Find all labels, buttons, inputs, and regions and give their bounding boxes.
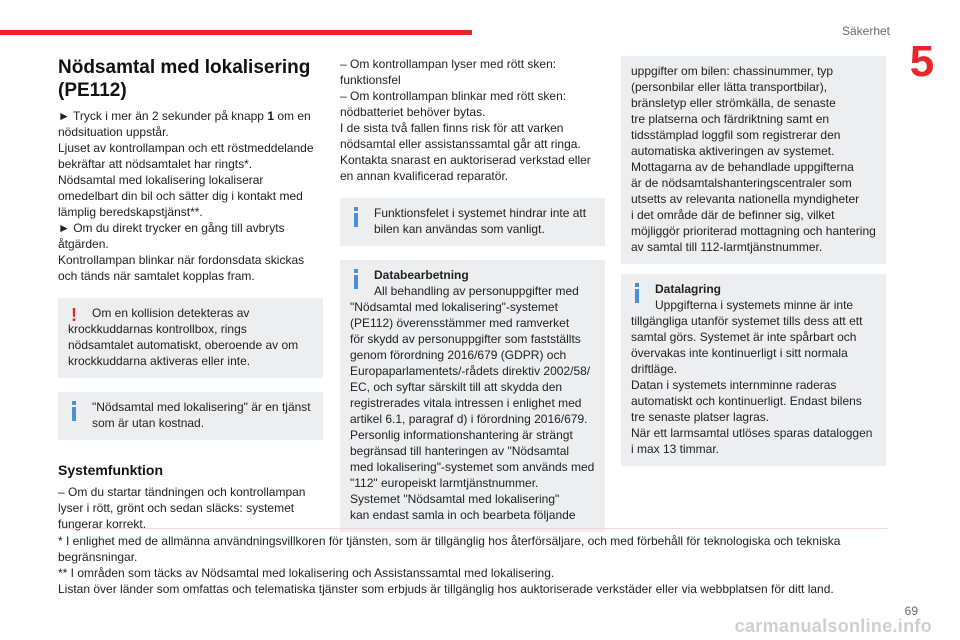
text-line: Mottagarna av de behandlade uppgifterna	[631, 160, 854, 174]
text-line: automatiskt och kontinuerligt. Endast bilens	[631, 394, 862, 408]
text-line: * I enlighet med de allmänna användningsvillkoren för tjänsten, som är tillgänglig hos återförsäljare, och med förbehåll för teknologiska och tekniska	[58, 534, 841, 548]
text-line: ** I områden som täcks av Nödsamtal med lokalisering och Assistanssamtal med lokalisering.	[58, 566, 555, 580]
info-box-malfunction	[340, 198, 605, 246]
data-processing-text	[350, 299, 596, 523]
text-line: som är utan kostnad.	[92, 416, 205, 430]
intro-paragraphs	[58, 140, 323, 284]
text-line: åtgärden.	[58, 237, 109, 251]
column-2	[340, 56, 605, 532]
text-line: Kontakta snarast en auktoriserad verkstad eller	[340, 153, 591, 167]
text-line: bränsletyp eller strömkälla, de senaste	[631, 96, 836, 110]
info-icon	[631, 283, 643, 303]
text-line: lyser i rött, grönt och sedan släcks: systemet	[58, 501, 295, 515]
info-box-data-storage	[621, 274, 886, 466]
text-line: Ljuset av kontrollampan och ett röstmeddelande	[58, 141, 314, 155]
section-title: Säkerhet	[841, 24, 890, 38]
text-line: krockkuddarnas kontrollbox, rings	[68, 322, 247, 336]
text-line: med lokalisering"-systemet som används med	[350, 460, 595, 474]
text-line: (PE112) överensstämmer med ramverket	[350, 316, 570, 330]
text-line: begränsningar.	[58, 550, 138, 564]
text-line: tre platserna och färdriktning samt en	[631, 112, 830, 126]
data-storage-title: Datalagring	[655, 282, 722, 296]
text-line: EC, och syftar särskilt till att skydda den	[350, 380, 563, 394]
text-line: Systemet "Nödsamtal med lokalisering"	[350, 492, 560, 506]
text-line: Om en kollision detekteras av	[92, 306, 250, 320]
text-line: tillgängliga utanför systemet tills dess att ett	[631, 314, 863, 328]
text-line: funktionsfel	[340, 73, 401, 87]
text-line: "Nödsamtal med lokalisering"-systemet	[350, 300, 558, 314]
text-line: genom förordning 2016/679 (GDPR) och	[350, 348, 567, 362]
text-line: Kontrollampan blinkar när fordonsdata skickas	[58, 253, 305, 267]
text-line: Listan över länder som omfattas och telematiska tjänster som erbjuds är tillgänglig hos auktoriserade verkstäder eller via webbplatsen för ditt land.	[58, 582, 834, 596]
text-line: övervakas inte kontinuerligt i sitt normala	[631, 346, 848, 360]
info-box-data-processing	[340, 260, 605, 532]
step-1-suffix: om en	[274, 109, 311, 123]
column-1	[58, 56, 323, 532]
page-number: 69	[904, 604, 918, 618]
text-line: kan endast samla in och bearbeta följande	[350, 508, 576, 522]
text-line: När ett larmsamtal utlöses sparas dataloggen	[631, 426, 873, 440]
text-line: Funktionsfelet i systemet hindrar inte att	[374, 206, 587, 220]
exclamation-icon: !	[71, 305, 77, 325]
text-line: – Om du startar tändningen och kontrollampan	[58, 485, 306, 499]
step-1-button-ref: 1	[267, 109, 274, 123]
subheading-system-function: Systemfunktion	[58, 462, 164, 478]
text-line: är de nödsamtalshanteringscentraler som	[631, 176, 852, 190]
heading-line-2: (PE112)	[58, 80, 127, 101]
header-accent-bar	[0, 30, 472, 35]
text-line: av samtal till 112-larmtjänstnummer.	[631, 240, 823, 254]
info-icon	[68, 401, 80, 421]
text-line: tre senaste platser lagras.	[631, 410, 770, 424]
text-line: nödbatteriet behöver bytas.	[340, 105, 486, 119]
info-text	[68, 399, 314, 431]
text-line: bilen kan användas som vanligt.	[374, 222, 545, 236]
column-3	[621, 56, 886, 466]
text-line: I de sista två fallen finns risk för att varken	[340, 121, 564, 135]
text-line: – Om kontrollampan lyser med rött sken:	[340, 57, 557, 71]
data-processing-title: Databearbetning	[374, 268, 469, 282]
text-line: och tänds när samtalet kopplas fram.	[58, 269, 255, 283]
text-line: i max 13 timmar.	[631, 442, 720, 456]
info-icon	[350, 269, 362, 289]
text-line: samtal görs. Systemet är inte spårbart och	[631, 330, 857, 344]
watermark: carmanualsonline.info	[734, 616, 932, 636]
warning-box	[58, 298, 323, 378]
info-icon	[350, 207, 362, 227]
text-line: tidsstämplad loggfil som registrerar den	[631, 128, 841, 142]
footnotes	[58, 528, 888, 597]
info-text	[350, 205, 596, 237]
text-line: Nödsamtal med lokalisering lokaliserar	[58, 173, 264, 187]
data-processing-continued-box	[621, 56, 886, 264]
text-line: bekräftar att nödsamtalet har ringts*.	[58, 157, 253, 171]
text-line: krockkuddarna aktiveras eller inte.	[68, 354, 251, 368]
text-line: (personbilar eller lätta transportbilar),	[631, 80, 828, 94]
data-storage-first-line: Uppgifterna i systemets minne är inte	[655, 298, 854, 312]
text-line: en annan kvalificerad reparatör.	[340, 169, 509, 183]
text-line: – Om kontrollampan blinkar med rött sken:	[340, 89, 567, 103]
text-line: Datan i systemets internminne raderas	[631, 378, 837, 392]
text-line: fungerar korrekt.	[58, 517, 147, 531]
text-line: ► Om du direkt trycker en gång till avbryts	[58, 221, 285, 235]
step-1-prefix: ► Tryck i mer än 2 sekunder på knapp	[58, 109, 268, 123]
text-line: "Nödsamtal med lokalisering" är en tjänst	[92, 400, 311, 414]
text-line: registrerades vitala intressen i enlighet med	[350, 396, 582, 410]
text-line: begränsad till hanteringen av "Nödsamtal	[350, 444, 570, 458]
text-line: nödsamtalet automatiskt, oberoende av om	[68, 338, 299, 352]
system-function-text	[58, 484, 323, 532]
chapter-number: 5	[909, 37, 935, 86]
text-line: automatiska aktiveringen av systemet.	[631, 144, 835, 158]
text-line: lämplig beredskapstjänst**.	[58, 205, 203, 219]
text-line: artikel 6.1, paragraf d) i förordning 2016/679.	[350, 412, 588, 426]
text-line: omedelbart din bil och sätter dig i kontakt med	[58, 189, 303, 203]
text-line: för skydd av personuppgifter som fastställts	[350, 332, 581, 346]
text-line: möjliggör prioriterad mottagning och hantering	[631, 224, 876, 238]
data-processing-continued-text	[631, 63, 877, 255]
text-line: Europaparlamentets/-rådets direktiv 2002/58/	[350, 364, 591, 378]
text-line: uppgifter om bilen: chassinummer, typ	[631, 64, 834, 78]
warning-lamp-text	[340, 56, 605, 184]
info-box-free-service	[58, 392, 323, 440]
data-processing-first-line: All behandling av personuppgifter med	[374, 284, 579, 298]
text-line: Personlig informationshantering är strängt	[350, 428, 573, 442]
text-line: i det område där de befinner sig, vilket	[631, 208, 835, 222]
text-line: utsetts av relevanta nationella myndigheter	[631, 192, 860, 206]
text-line: "112" europeiskt larmtjänstnummer.	[350, 476, 539, 490]
text-line: driftläge.	[631, 362, 678, 376]
page-heading	[58, 56, 323, 102]
heading-line-1: Nödsamtal med lokalisering	[58, 57, 311, 78]
warning-text	[68, 305, 314, 369]
data-storage-text	[631, 313, 877, 457]
step-1	[58, 108, 323, 124]
text-line: nödsamtal eller assistanssamtal går att ringa.	[340, 137, 581, 151]
step-1-cont: nödsituation uppstår.	[58, 125, 169, 139]
